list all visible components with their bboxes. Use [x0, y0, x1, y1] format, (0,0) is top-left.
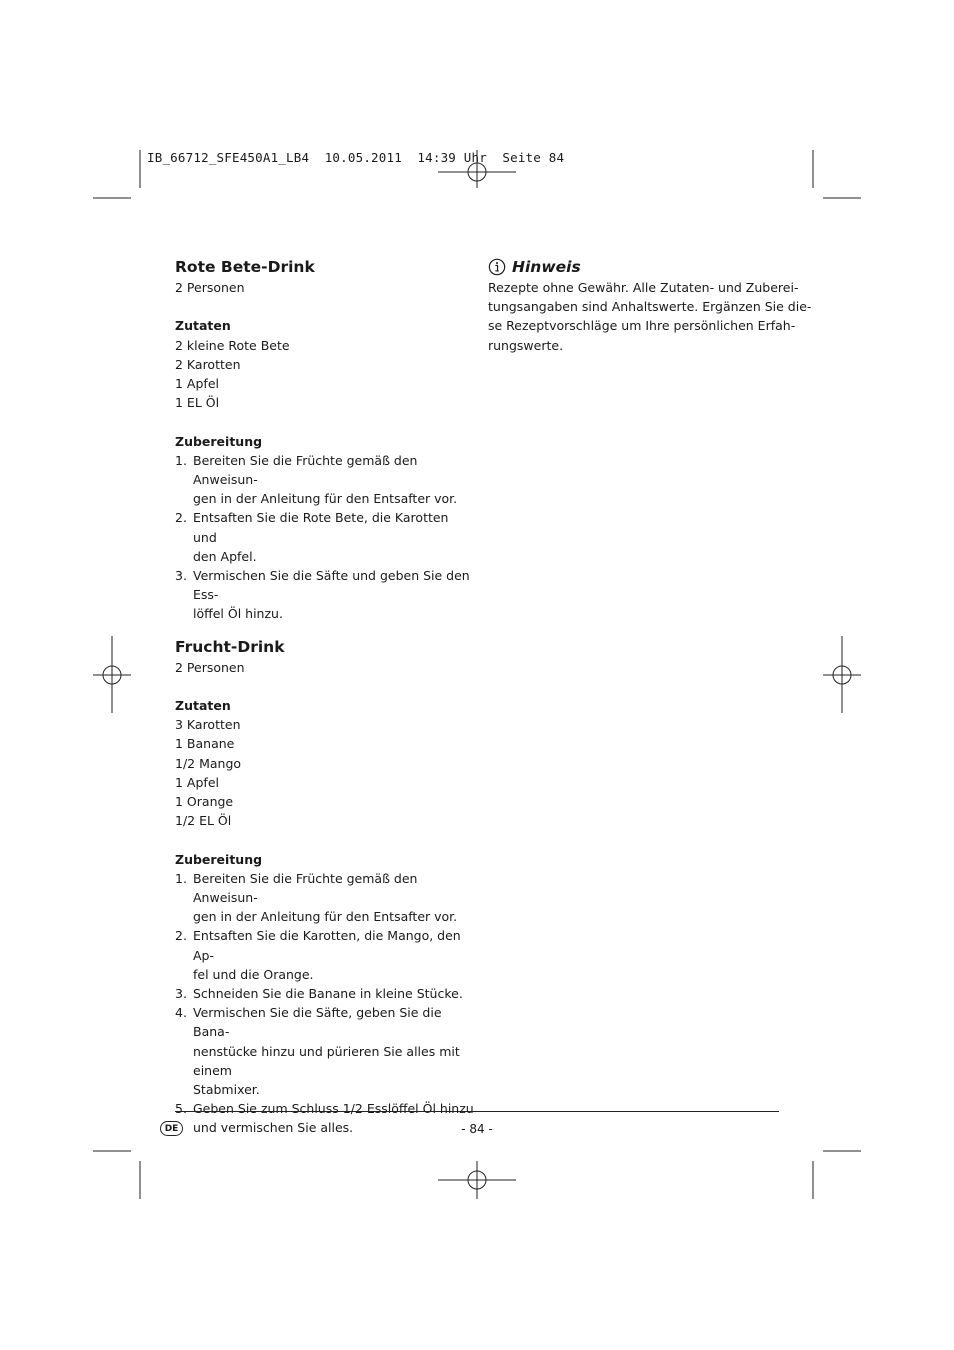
right-column — [488, 256, 812, 355]
step-text: Schneiden Sie die Banane in kleine Stücke. — [193, 986, 463, 1002]
step — [175, 1003, 475, 1099]
step-number: 2. — [175, 928, 187, 944]
ingredient: 1 Apfel — [175, 376, 219, 391]
step-text: Bereiten Sie die Früchte gemäß den Anweisun- gen in der Anleitung für den Entsafter vor. — [193, 870, 458, 925]
recipe-title: Rote Bete-Drink — [175, 258, 315, 276]
note-heading — [488, 256, 788, 278]
note-text: tungsangaben sind Anhaltswerte. Ergänzen Sie die- — [488, 299, 812, 315]
language-badge: DE — [160, 1121, 183, 1136]
ingredient: 1 Orange — [175, 794, 234, 810]
ingredient: 2 Karotten — [175, 356, 241, 372]
step — [175, 926, 475, 984]
steps-heading: Zubereitung — [175, 851, 263, 867]
footer-rule — [175, 1111, 779, 1112]
ingredients-heading: Zutaten — [175, 698, 231, 714]
step-number: 1. — [175, 452, 187, 468]
ingredient: 1 Apfel — [175, 774, 219, 790]
step — [175, 451, 475, 509]
ingredient: 1 Banane — [175, 736, 235, 752]
step-number: 3. — [175, 986, 187, 1002]
step-number: 4. — [175, 1005, 187, 1021]
servings: 2 Personen — [175, 280, 245, 295]
ingredient: 1/2 Mango — [175, 755, 242, 771]
note-title: Hinweis — [512, 258, 581, 276]
step-text: Bereiten Sie die Früchte gemäß den Anweisun- gen in der Anleitung für den Entsafter vor. — [193, 452, 458, 507]
note-text: rungswerte. — [488, 337, 564, 353]
step-number: 3. — [175, 568, 187, 584]
page-number: - 84 - — [461, 1122, 493, 1136]
step — [175, 869, 475, 927]
step-number: 1. — [175, 870, 187, 886]
step — [175, 508, 475, 566]
step-number: 5. — [175, 1101, 187, 1117]
step-text: Entsaften Sie die Karotten, die Mango, den Ap- fel und die Orange. — [193, 928, 461, 982]
step-text: Vermischen Sie die Säfte und geben Sie den Ess- löffel Öl hinzu. — [193, 568, 470, 622]
print-slug: IB_66712_SFE450A1_LB4 10.05.2011 14:39 Uhr Seite 84 — [147, 150, 565, 165]
ingredient: 2 kleine Rote Bete — [175, 337, 290, 353]
note-text: se Rezeptvorschläge um Ihre persönlichen Erfah- — [488, 318, 796, 334]
ingredient: 3 Karotten — [175, 717, 241, 733]
step-text: Vermischen Sie die Säfte, geben Sie die Bana- nenstücke hinzu und pürieren Sie alles mit einem Stabmixer. — [193, 1005, 460, 1098]
step — [175, 566, 475, 624]
info-icon — [488, 258, 506, 276]
step-text: Entsaften Sie die Rote Bete, die Karotten und den Apfel. — [193, 510, 449, 564]
note-text: Rezepte ohne Gewähr. Alle Zutaten- und Zuberei- — [488, 280, 799, 295]
steps-list — [175, 869, 475, 1138]
steps-list — [175, 451, 475, 624]
step-text: Geben Sie zum Schluss 1/2 Esslöffel Öl hinzu und vermischen Sie alles. — [193, 1101, 474, 1136]
steps-heading: Zubereitung — [175, 433, 263, 449]
ingredient: 1 EL Öl — [175, 395, 220, 411]
recipe-title: Frucht-Drink — [175, 637, 285, 656]
ingredients-heading: Zutaten — [175, 318, 231, 334]
step-number: 2. — [175, 510, 187, 526]
left-column — [175, 256, 475, 1138]
servings: 2 Personen — [175, 659, 245, 675]
step — [175, 984, 475, 1003]
ingredient: 1/2 EL Öl — [175, 813, 232, 829]
